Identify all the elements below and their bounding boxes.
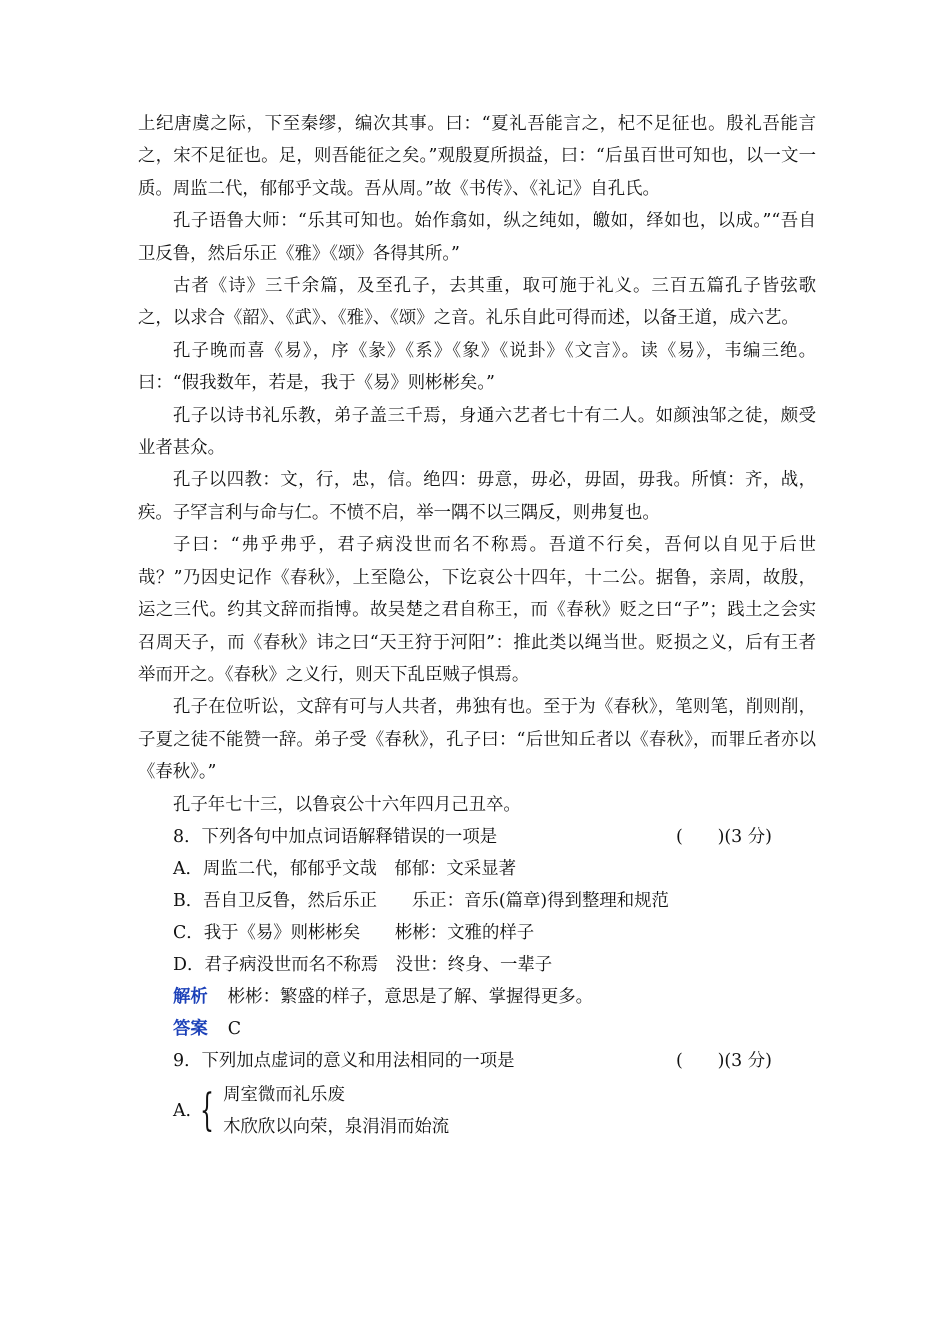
option-a-line-2: 木欣欣以向荣，泉涓涓而始流 — [223, 1116, 450, 1137]
document-page — [138, 108, 816, 1143]
question-8-option-b: B．吾自卫反鲁，然后乐正 乐正：音乐(篇章)得到整理和规范 — [173, 890, 669, 911]
paragraph-7: 子曰：“弗乎弗乎，君子病没世而名不称焉。吾道不行矣，吾何以自见于后世哉？”乃因史记作《春秋》，上至隐公，下讫哀公十四年，十二公。据鲁，亲周，故殷，运之三代。约其文辞而指博。故吴楚之君自称王，而《春秋》贬之曰“子”；践土之会实召周天子，而《春秋》讳之曰“天王狩于河阳”：推此类以绳当世。贬损之义，后有王者举而开之。《春秋》之义行，则天下乱臣贼子惧焉。 — [138, 535, 816, 685]
question-8-analysis — [173, 981, 816, 1013]
question-9 — [138, 1045, 816, 1143]
paragraph-2: 孔子语鲁大师：“乐其可知也。始作翕如，纵之纯如，皦如，绎如也，以成。”“吾自卫反鲁，然后乐正《雅》《颂》各得其所。” — [138, 211, 816, 264]
answer-label: 答案 — [173, 1018, 208, 1039]
paragraph-9: 孔子年七十三，以鲁哀公十六年四月己丑卒。 — [173, 794, 521, 815]
question-9-option-a — [173, 1079, 816, 1143]
question-8 — [138, 821, 816, 1045]
paragraph-5: 孔子以诗书礼乐教，弟子盖三千焉，身通六艺者七十有二人。如颜浊邹之徒，颇受业者甚众。 — [138, 405, 816, 459]
question-8-option-c: C．我于《易》则彬彬矣 彬彬：文雅的样子 — [173, 922, 535, 943]
option-a-line-1: 周室微而礼乐废 — [223, 1084, 345, 1105]
brace-symbol: { — [200, 1084, 215, 1136]
paragraph-1: 上纪唐虞之际，下至秦缪，编次其事。曰：“夏礼吾能言之，杞不足征也。殷礼吾能言之，宋不足征也。足，则吾能征之矣。”观殷夏所损益，曰：“后虽百世可知也，以一文一质。周监二代，郁郁乎文哉。吾从周。”故《书传》、《礼记》自孔氏。 — [138, 114, 816, 199]
question-9-score: ( )(3 分) — [676, 1050, 772, 1071]
analysis-label: 解析 — [173, 986, 208, 1007]
question-8-score: ( )(3 分) — [676, 826, 772, 847]
question-9-stem: 9．下列加点虚词的意义和用法相同的一项是 — [173, 1050, 515, 1071]
question-8-answer — [173, 1013, 816, 1045]
answer-text: C — [227, 1018, 242, 1039]
analysis-text: 彬彬：繁盛的样子，意思是了解、掌握得更多。 — [227, 986, 594, 1007]
question-8-stem: 8．下列各句中加点词语解释错误的一项是 — [173, 826, 498, 847]
paragraph-4: 孔子晚而喜《易》，序《彖》《系》《象》《说卦》《文言》。读《易》，韦编三绝。曰：“假我数年，若是，我于《易》则彬彬矣。” — [138, 340, 816, 394]
question-8-option-d: D．君子病没世而名不称焉 没世：终身、一辈子 — [173, 954, 553, 975]
question-8-option-a: A．周监二代，郁郁乎文哉 郁郁：文采显著 — [173, 858, 516, 879]
option-a-letter: A. — [173, 1100, 192, 1121]
paragraph-6: 孔子以四教：文，行，忠，信。绝四：毋意，毋必，毋固，毋我。所慎：齐，战，疾。子罕言利与命与仁。不愤不启，举一隅不以三隅反，则弗复也。 — [138, 470, 816, 523]
paragraph-8: 孔子在位听讼，文辞有可与人共者，弗独有也。至于为《春秋》，笔则笔，削则削，子夏之徒不能赞一辞。弟子受《春秋》，孔子曰：“后世知丘者以《春秋》，而罪丘者亦以《春秋》。” — [138, 697, 816, 783]
paragraph-3: 古者《诗》三千余篇，及至孔子，去其重，取可施于礼义。三百五篇孔子皆弦歌之，以求合《韶》、《武》、《雅》、《颂》之音。礼乐自此可得而述，以备王道，成六艺。 — [138, 276, 816, 329]
